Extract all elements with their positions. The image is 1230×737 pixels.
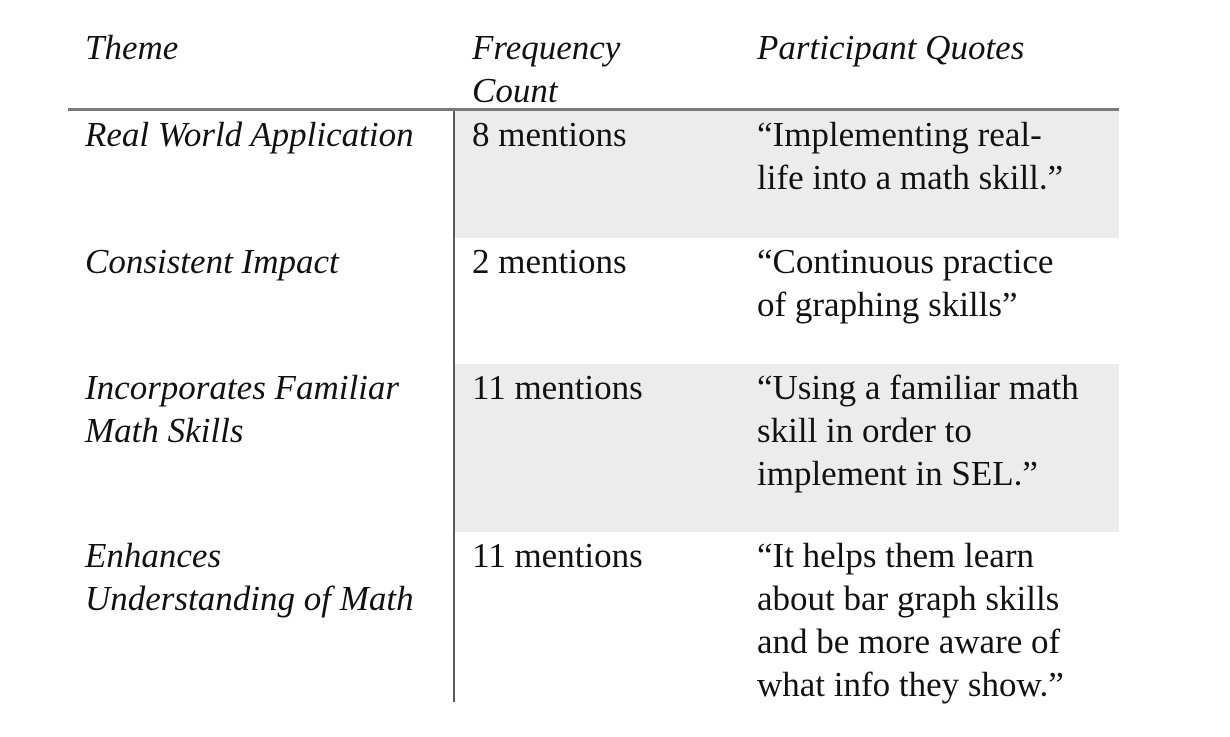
theme-cell: [85, 113, 414, 156]
quote-line: life into a math skill.”: [757, 158, 1064, 197]
quote-line: implement in SEL.”: [757, 454, 1038, 493]
theme-cell: [85, 366, 399, 452]
quote-line: “Using a familiar math: [757, 368, 1079, 407]
quote-cell: [757, 240, 1053, 326]
theme-cell: [85, 534, 414, 620]
quote-line: “Continuous practice: [757, 242, 1054, 281]
theme-line: Understanding of Math: [85, 579, 414, 618]
quote-line: and be more aware of: [757, 622, 1061, 661]
header-frequency-line: Frequency: [472, 28, 621, 67]
theme-line: Real World Application: [85, 115, 414, 154]
quote-cell: [757, 366, 1079, 495]
frequency-cell: 2 mentions: [472, 242, 627, 281]
theme-line: Enhances: [85, 536, 222, 575]
theme-cell: [85, 240, 339, 283]
quote-cell: [757, 113, 1063, 199]
quote-line: “Implementing real-: [757, 115, 1042, 154]
quote-line: of graphing skills”: [757, 285, 1018, 324]
header-theme: Theme: [85, 28, 179, 67]
header-participant-quotes: Participant Quotes: [757, 28, 1025, 67]
frequency-cell: 8 mentions: [472, 115, 627, 154]
quote-line: about bar graph skills: [757, 579, 1060, 618]
header-frequency-count: [472, 26, 620, 112]
column-divider: [453, 111, 455, 702]
quote-line: “It helps them learn: [757, 536, 1034, 575]
theme-line: Consistent Impact: [85, 242, 339, 281]
quote-line: skill in order to: [757, 411, 972, 450]
frequency-cell: 11 mentions: [472, 536, 643, 575]
quote-cell: [757, 534, 1064, 706]
header-count-line: Count: [472, 71, 558, 110]
theme-line: Math Skills: [85, 411, 244, 450]
quote-line: what info they show.”: [757, 665, 1064, 704]
theme-line: Incorporates Familiar: [85, 368, 400, 407]
frequency-cell: 11 mentions: [472, 368, 643, 407]
